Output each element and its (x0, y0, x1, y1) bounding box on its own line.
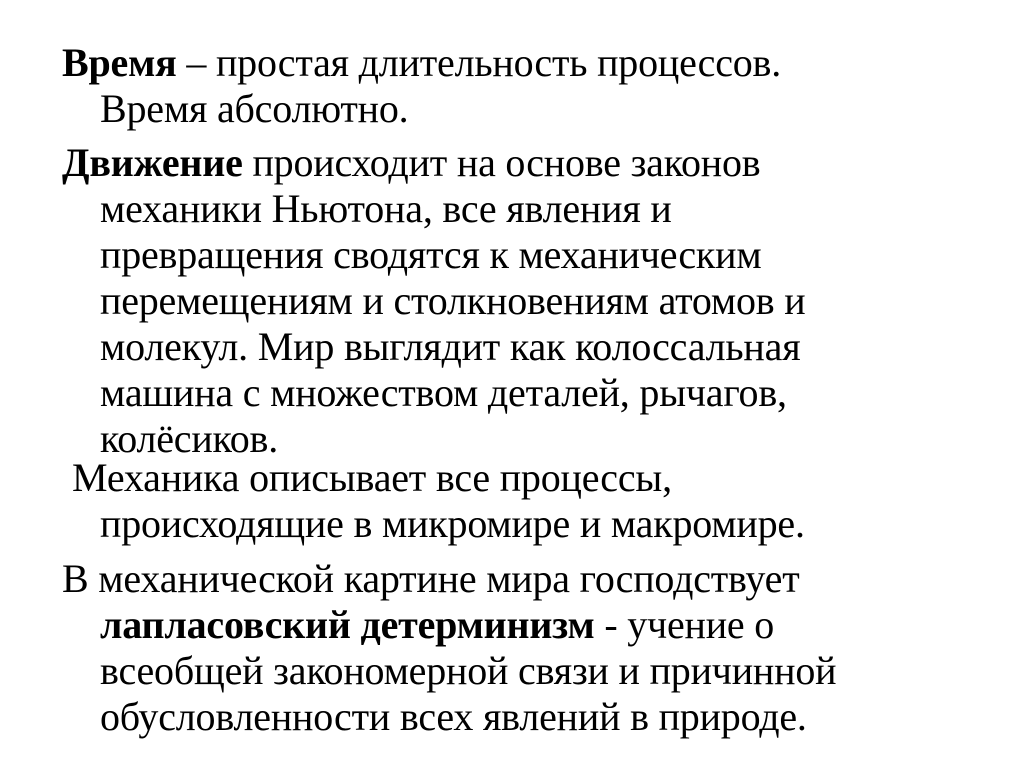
term-laplace-determinism: лапласовский детерминизм (100, 602, 595, 647)
paragraph-line: Механика описывает все процессы, (72, 455, 672, 500)
paragraph-line: Время – простая длительность процессов. (62, 40, 782, 85)
term-time: Время (62, 40, 177, 85)
paragraph-line: машина с множеством деталей, рычагов, (100, 370, 787, 415)
paragraph-line: происходящие в микромире и макромире. (100, 501, 805, 546)
paragraph-line: перемещениям и столкновениям атомов и (100, 278, 806, 323)
paragraph-line: колёсиков. (100, 416, 279, 461)
paragraph-line: обусловленности всех явлений в природе. (100, 694, 807, 739)
term-motion: Движение (62, 140, 243, 185)
paragraph-determinism (62, 556, 992, 740)
paragraph-mechanics (62, 455, 992, 547)
paragraph-line: Время абсолютно. (100, 86, 409, 131)
paragraph-line: превращения сводятся к механическим (100, 232, 762, 277)
paragraph-line: механики Ньютона, все явления и (100, 186, 672, 231)
paragraph-line: В механической картине мира господствует (62, 556, 800, 601)
paragraph-line: Движение происходит на основе законов (62, 140, 761, 185)
paragraph-time (62, 40, 992, 132)
paragraph-line: лапласовский детерминизм - учение о (100, 602, 775, 647)
paragraph-motion (62, 140, 992, 462)
paragraph-line: всеобщей закономерной связи и причинной (100, 648, 837, 693)
paragraph-line: молекул. Мир выглядит как колоссальная (100, 324, 801, 369)
